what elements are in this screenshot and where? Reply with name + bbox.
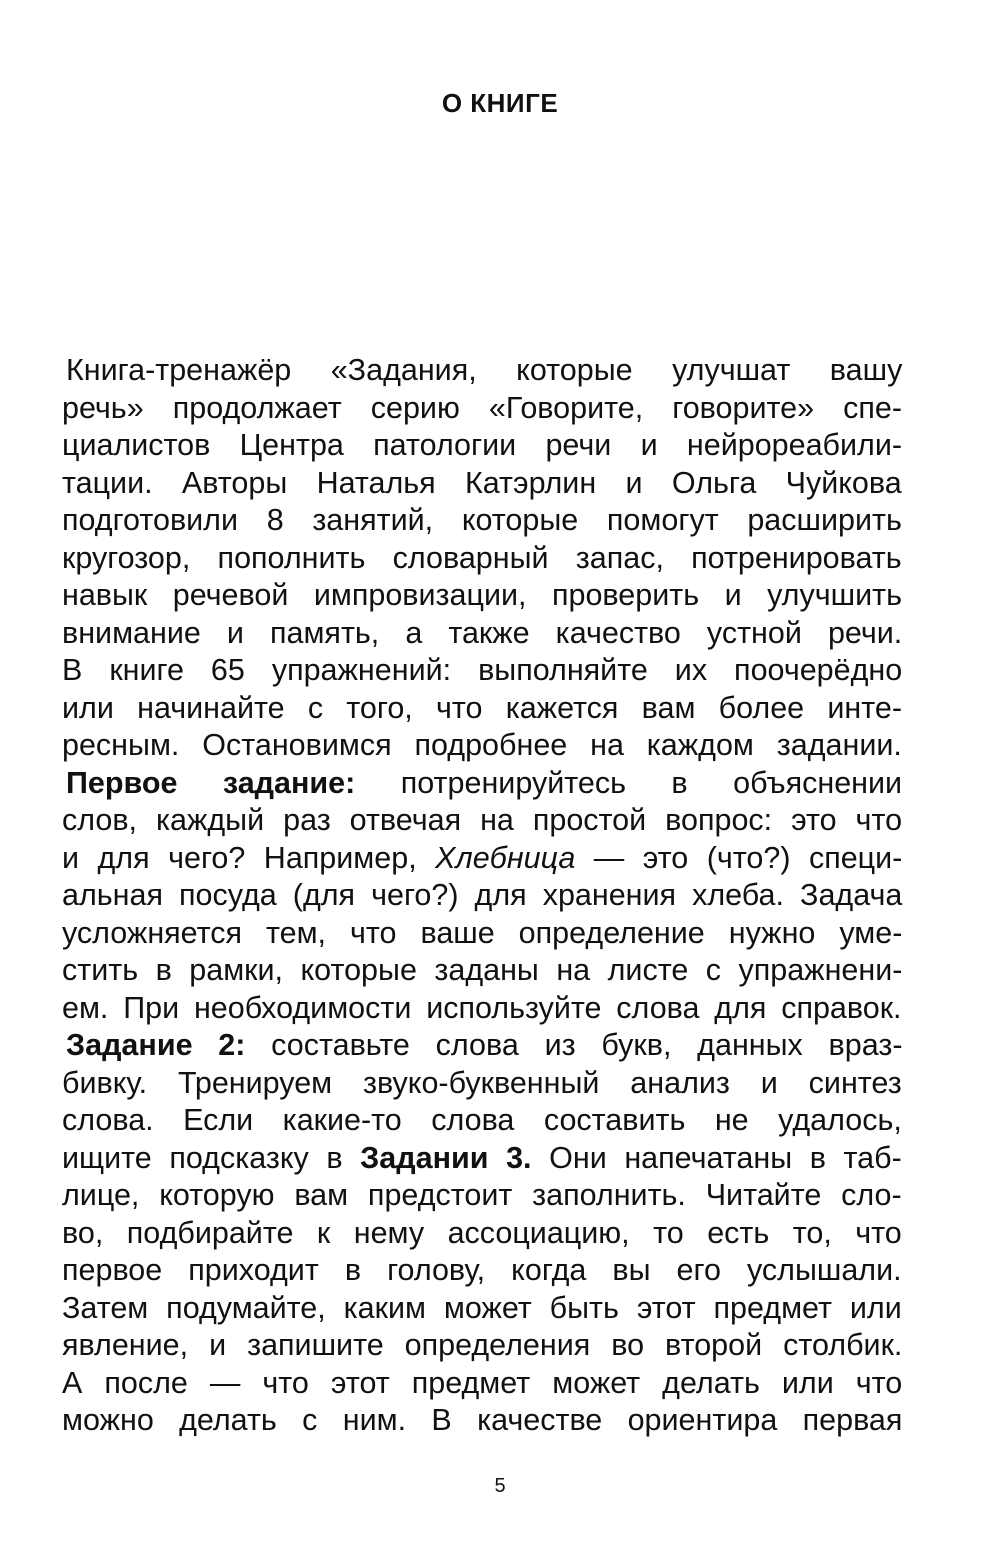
text-span: или начинайте с того, что кажется вам более инте- <box>62 690 902 725</box>
text-line <box>62 1102 902 1140</box>
text-span: можно делать с ним. В качестве ориентира первая <box>62 1403 903 1437</box>
text-span: составьте слова из букв, данных враз- <box>245 1028 903 1062</box>
text-span: В книге 65 упражнений: выполняйте их поочерёдно <box>62 653 903 687</box>
text-line <box>62 1252 902 1290</box>
text-span: подготовили 8 занятий, которые помогут расширить <box>62 503 902 537</box>
text-span: Книга-тренажёр «Задания, которые улучшат вашу <box>66 353 903 387</box>
text-line <box>62 652 902 690</box>
body-text <box>62 352 902 1440</box>
italic-text: Хлебница <box>435 840 576 875</box>
text-span: явление, и запишите определения во второй столбик. <box>62 1328 903 1362</box>
text-line <box>62 615 902 653</box>
text-span: альная посуда (для чего?) для хранения хлеба. Задача <box>62 878 903 912</box>
text-span: ем. При необходимости используйте слова для справок. <box>62 990 902 1025</box>
text-line <box>62 690 902 728</box>
text-span: потренируйтесь в объяснении <box>355 765 903 800</box>
text-span: ищите подсказку в <box>62 1140 361 1175</box>
text-line <box>62 1140 902 1178</box>
text-span: лице, которую вам предстоит заполнить. Читайте сло- <box>62 1178 902 1212</box>
text-span: усложняется тем, что ваше определение нужно уме- <box>62 915 903 950</box>
text-line <box>62 915 902 953</box>
text-line <box>62 465 902 503</box>
text-span: и для чего? Например, <box>62 840 436 875</box>
text-span: во, подбирайте к нему ассоциацию, то есть то, что <box>62 1215 902 1250</box>
text-line <box>62 990 902 1028</box>
text-line <box>62 1402 902 1440</box>
text-line <box>62 502 902 540</box>
text-span: стить в рамки, которые заданы на листе с упражнени- <box>62 953 903 987</box>
text-line <box>62 877 902 915</box>
page-number: 5 <box>494 1475 506 1497</box>
text-line <box>62 802 902 840</box>
text-line <box>62 727 902 765</box>
text-span: навык речевой импровизации, проверить и улучшить <box>62 578 902 612</box>
text-span: бивку. Тренируем звуко-буквенный анализ и синтез <box>62 1065 902 1100</box>
text-line <box>62 952 902 990</box>
text-line <box>62 427 902 465</box>
text-line <box>62 765 902 803</box>
text-line <box>62 1065 902 1103</box>
text-span: слов, каждый раз отвечая на простой вопрос: это что <box>62 803 903 837</box>
text-line <box>62 1027 902 1065</box>
text-line <box>62 1290 902 1328</box>
text-span: первое приходит в голову, когда вы его услышали. <box>62 1253 902 1287</box>
text-span: ресным. Остановимся подробнее на каждом задании. <box>62 728 902 762</box>
text-span: — это (что?) специ- <box>575 840 903 875</box>
text-span: слова. Если какие-то слова составить не удалось, <box>62 1103 902 1137</box>
text-span: А после — что этот предмет может делать или что <box>62 1365 903 1400</box>
text-span: Затем подумайте, каким может быть этот предмет или <box>62 1290 902 1325</box>
text-line <box>62 577 902 615</box>
bold-text: Задании 3. <box>360 1140 532 1175</box>
text-line <box>62 1365 902 1403</box>
text-line <box>62 1177 902 1215</box>
text-span: тации. Авторы Наталья Катэрлин и Ольга Чуйкова <box>62 465 902 500</box>
text-span: речь» продолжает серию «Говорите, говорите» спе- <box>62 390 903 425</box>
text-span: циалистов Центра патологии речи и нейрореабили- <box>62 428 903 462</box>
bold-text: Первое задание: <box>66 765 356 800</box>
text-line <box>62 352 902 390</box>
text-line <box>62 1215 902 1253</box>
text-line <box>62 390 902 428</box>
text-span: Они напечатаны в таб- <box>531 1140 902 1175</box>
bold-text: Задание 2: <box>66 1028 246 1062</box>
text-line <box>62 840 902 878</box>
text-span: внимание и память, а также качество устной речи. <box>62 615 903 650</box>
page-title: О КНИГЕ <box>441 88 559 118</box>
text-line <box>62 540 902 578</box>
text-span: кругозор, пополнить словарный запас, потренировать <box>62 540 902 575</box>
text-line <box>62 1327 902 1365</box>
